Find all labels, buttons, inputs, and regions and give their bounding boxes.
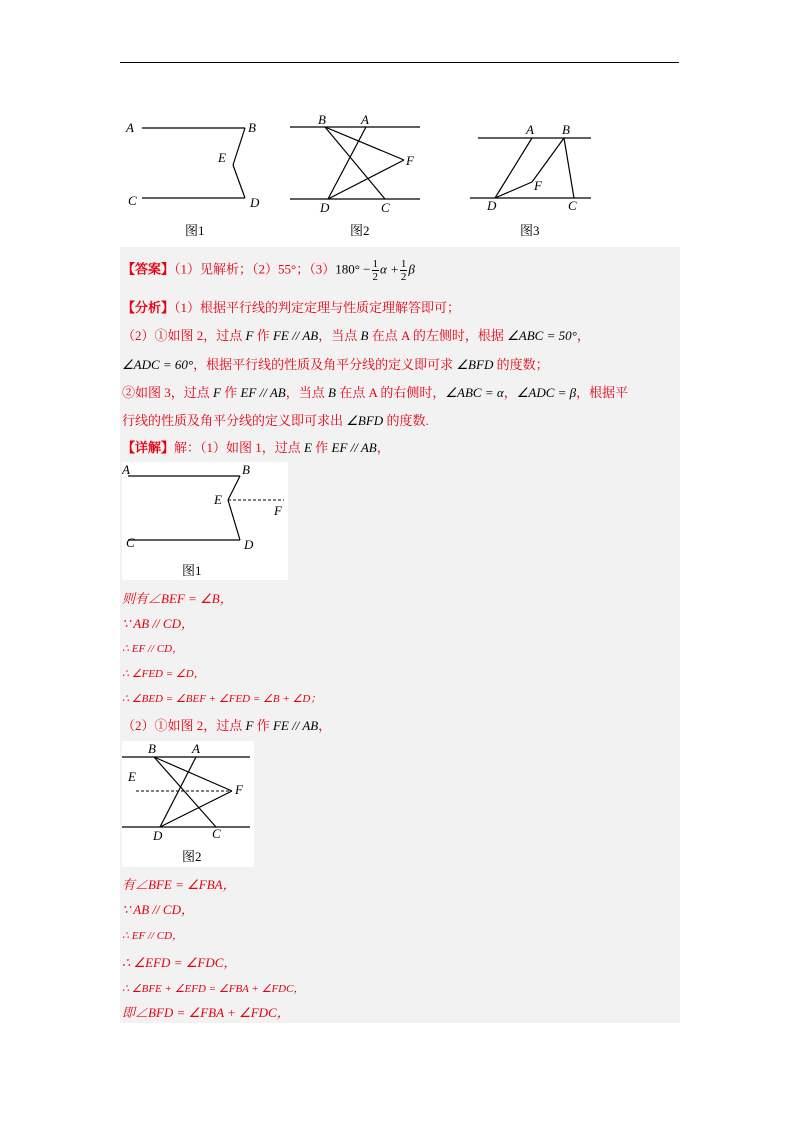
math-angle-ABC: ∠ABC = 50°: [507, 328, 577, 343]
analysis-text-4c: 作: [220, 385, 241, 400]
math-FE-parallel-AB: FE // AB: [272, 328, 319, 343]
label-E: E: [128, 769, 136, 784]
step-text: ∴ ∠BED = ∠BEF + ∠FED = ∠B + ∠D；: [122, 693, 322, 705]
answer-expr-a: 180° −: [335, 261, 371, 277]
figure-1-caption: 图1: [185, 223, 205, 238]
answer-tag: 【答案】: [122, 261, 175, 277]
math-F: F: [245, 718, 254, 733]
analysis-text-4a: ②如图 3，过点: [122, 385, 214, 400]
math-angle-ADC: ∠ADC = 60°: [122, 357, 194, 372]
detail-step-2: [122, 615, 194, 633]
label-B: B: [148, 741, 156, 756]
figure-2-diagram: [288, 110, 428, 240]
detail-figure-2: [122, 741, 254, 867]
detail-line-1: [122, 439, 390, 457]
label-F: F: [534, 178, 542, 193]
analysis-text-5a: 行线的性质及角平分线的定义即可求出: [122, 413, 347, 428]
analysis-line-1: [122, 299, 460, 317]
detail-tag: 【详解】: [122, 440, 175, 455]
step-text: 有∠BFE = ∠FBA，: [122, 877, 236, 892]
label-C: C: [381, 200, 390, 215]
label-E: E: [214, 492, 222, 507]
detail-step-6: [122, 876, 236, 894]
detail-step-4: [122, 665, 205, 683]
detail-step-10: [122, 980, 304, 998]
analysis-text-2i: ，: [576, 328, 590, 343]
math-E: E: [304, 440, 312, 455]
step-text: ∴ ∠BFE + ∠EFD = ∠FBA + ∠FDC，: [122, 983, 305, 995]
analysis-line-2: [122, 327, 590, 345]
analysis-text-4e: ，当点: [285, 385, 329, 400]
label-D: D: [320, 200, 330, 215]
math-F: F: [213, 385, 221, 400]
label-C: C: [126, 535, 135, 550]
label-F: F: [274, 503, 282, 518]
step-text: ∴ ∠FED = ∠D，: [122, 668, 205, 680]
detail-text-6a: （2）①如图 2，过点: [122, 718, 246, 733]
label-A: A: [126, 120, 134, 135]
math-angle-ABC-alpha: ∠ABC = α: [445, 385, 504, 400]
detail-step-7: [122, 901, 194, 919]
label-B: B: [242, 462, 250, 477]
label-C: C: [128, 193, 137, 208]
label-F: F: [235, 782, 243, 797]
detail-figure-1-svg: [122, 462, 288, 580]
detail-figure-1-caption: 图1: [182, 563, 202, 578]
step-text: 则有∠BEF = ∠B，: [122, 591, 233, 606]
analysis-text-2a: （2）①如图 2，过点: [122, 328, 246, 343]
analysis-text-2c: 作: [253, 328, 273, 343]
detail-figure-1: [122, 462, 288, 580]
step-text: 即∠BFD = ∠FBA + ∠FDC，: [122, 1005, 290, 1020]
figure-2-caption: 图2: [350, 223, 370, 238]
detail-line-2: [122, 717, 331, 735]
label-B: B: [248, 120, 256, 135]
math-F: F: [245, 328, 254, 343]
label-F: F: [406, 153, 414, 168]
answer-alpha: α +: [380, 261, 399, 277]
label-D: D: [250, 195, 260, 210]
step-text: ∵ AB // CD，: [122, 902, 194, 917]
analysis-text-2e: ，当点: [318, 328, 361, 343]
math-angle-ADC-beta: ∠ADC = β: [516, 385, 577, 400]
detail-step-3: [122, 640, 183, 658]
step-text: ∴ EF // CD，: [122, 930, 184, 942]
detail-step-5: [122, 690, 321, 708]
answer-line: [122, 258, 415, 283]
analysis-line-5: [122, 412, 429, 430]
label-B: B: [318, 112, 326, 127]
detail-step-8: [122, 927, 183, 945]
math-EF-parallel-AB: EF // AB: [331, 440, 377, 455]
label-D: D: [487, 198, 497, 213]
step-text: ∴ ∠EFD = ∠FDC，: [122, 955, 237, 970]
step-text: ∵ AB // CD，: [122, 616, 194, 631]
answer-beta: β: [408, 261, 415, 277]
detail-text-1a: 解：（1）如图 1，过点: [174, 440, 305, 455]
fraction-half-2: $\frac{1}{2}$: [400, 258, 407, 283]
math-angle-BFD: ∠BFD: [456, 357, 494, 372]
analysis-text-1: （1）根据平行线的判定定理与性质定理解答即可；: [174, 300, 461, 315]
analysis-line-3: [122, 356, 549, 374]
math-angle-BFD: ∠BFD: [346, 413, 384, 428]
step-text: ∴ EF // CD，: [122, 643, 184, 655]
detail-step-1: [122, 590, 233, 608]
detail-step-9: [122, 954, 236, 972]
label-C: C: [568, 198, 577, 213]
label-C: C: [212, 826, 221, 841]
analysis-line-4: [122, 384, 628, 402]
analysis-text-3d: 的度数；: [493, 357, 549, 372]
analysis-text-5c: 的度数.: [383, 413, 429, 428]
analysis-text-4g: 在点 A 的右侧时，: [335, 385, 446, 400]
analysis-text-4k: ，根据平: [576, 385, 629, 400]
detail-step-11: [122, 1004, 290, 1022]
figure-1-diagram: [120, 110, 270, 240]
detail-text-1e: ，: [376, 440, 390, 455]
label-E: E: [218, 150, 226, 165]
header-rule: [120, 62, 679, 63]
detail-text-6e: ，: [318, 718, 332, 733]
label-B: B: [562, 122, 570, 137]
analysis-text-2g: 在点 A 的左侧时，根据: [368, 328, 508, 343]
math-B: B: [360, 328, 369, 343]
label-D: D: [244, 537, 254, 552]
detail-figure-2-svg: [122, 741, 254, 867]
figure-3-diagram: [468, 110, 598, 240]
fraction-half-1: $\frac{1}{2}$: [372, 258, 378, 283]
label-A: A: [526, 122, 534, 137]
figure-3-caption: 图3: [520, 223, 540, 238]
analysis-text-3b: ，根据平行线的性质及角平分线的定义即可求: [193, 357, 457, 372]
label-A: A: [361, 112, 369, 127]
math-B: B: [328, 385, 336, 400]
answer-text: （1）见解析；（2）55°；（3）: [174, 261, 336, 277]
detail-text-6c: 作: [253, 718, 273, 733]
detail-text-1c: 作: [311, 440, 332, 455]
math-FE-parallel-AB: FE // AB: [272, 718, 319, 733]
math-EF-parallel-AB: EF // AB: [240, 385, 286, 400]
analysis-text-4i: ，: [503, 385, 517, 400]
label-D: D: [153, 828, 163, 843]
detail-figure-2-caption: 图2: [182, 849, 202, 864]
analysis-tag: 【分析】: [122, 300, 175, 315]
label-A: A: [122, 462, 130, 477]
label-A: A: [192, 741, 200, 756]
